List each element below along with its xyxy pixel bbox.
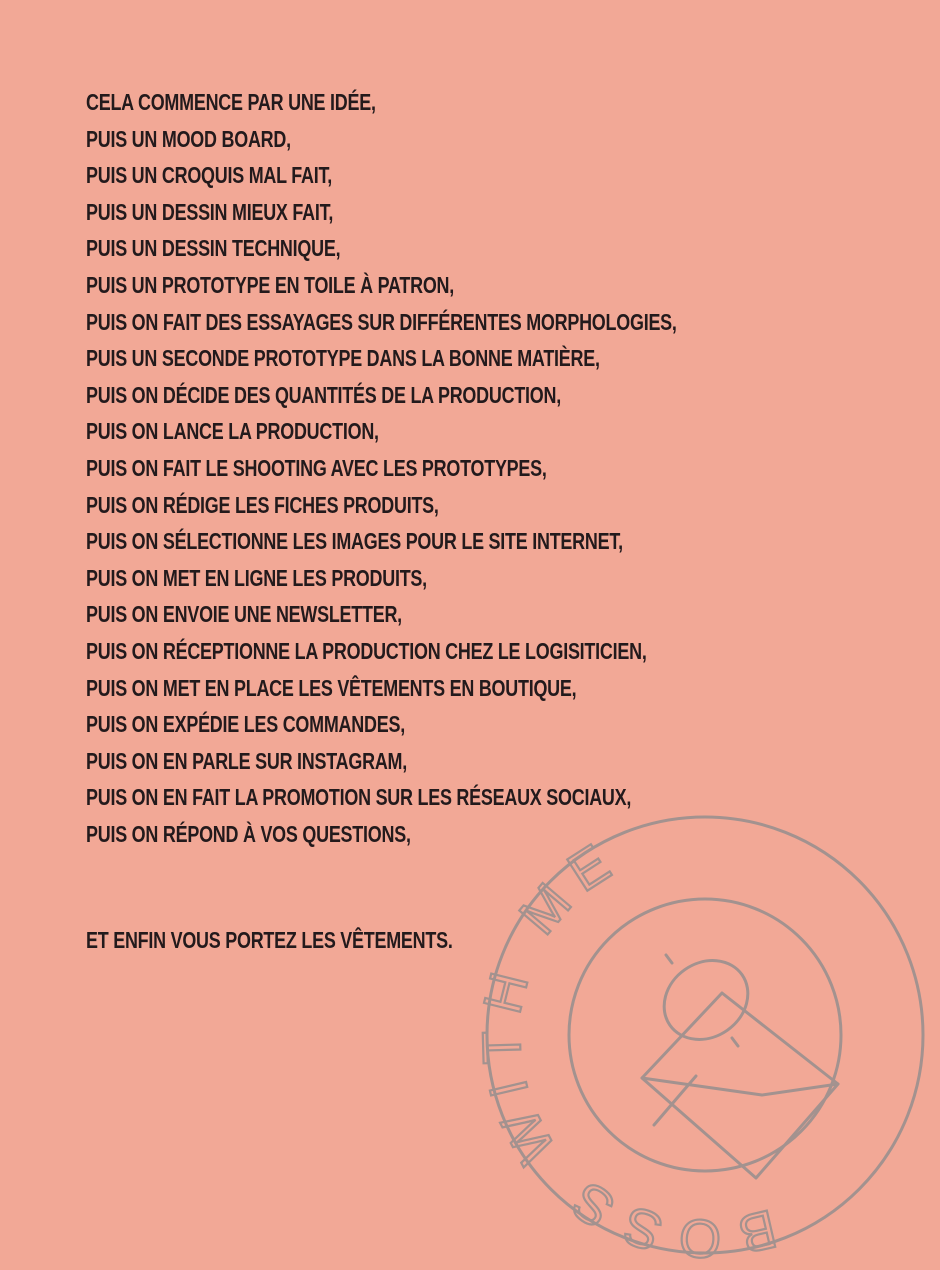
- brand-stamp: [470, 800, 940, 1270]
- text-line: PUIS UN DESSIN MIEUX FAIT,: [86, 198, 334, 225]
- text-line: PUIS UN MOOD BOARD,: [86, 125, 291, 152]
- stamp-inner-ring: [569, 899, 841, 1171]
- text-line: PUIS UN PROTOTYPE EN TOILE À PATRON,: [86, 271, 455, 298]
- text-line: PUIS ON RÉPOND À VOS QUESTIONS,: [86, 820, 411, 847]
- text-line: PUIS ON FAIT LE SHOOTING AVEC LES PROTOTYPES,: [86, 454, 547, 481]
- text-line: PUIS UN CROQUIS MAL FAIT,: [86, 162, 333, 189]
- text-line: CELA COMMENCE PAR UNE IDÉE,: [86, 89, 376, 115]
- text-line: PUIS ON EN PARLE SUR INSTAGRAM,: [86, 747, 408, 774]
- stamp-text: BOSS WITH ME: [471, 825, 783, 1270]
- process-text: [86, 84, 846, 852]
- text-line: PUIS ON RÉCEPTIONNE LA PRODUCTION CHEZ LE LOGISITICIEN,: [86, 637, 647, 664]
- text-line: PUIS ON RÉDIGE LES FICHES PRODUITS,: [86, 491, 439, 518]
- lemon-envelope-icon: [642, 944, 838, 1178]
- text-line: PUIS UN SECONDE PROTOTYPE DANS LA BONNE MATIÈRE,: [86, 345, 600, 372]
- text-line: PUIS ON FAIT DES ESSAYAGES SUR DIFFÉRENTES MORPHOLOGIES,: [86, 308, 677, 335]
- final-line: ET ENFIN VOUS PORTEZ LES VÊTEMENTS.: [86, 927, 453, 953]
- text-line: PUIS ON DÉCIDE DES QUANTITÉS DE LA PRODUCTION,: [86, 381, 561, 408]
- text-line: PUIS UN DESSIN TECHNIQUE,: [86, 235, 341, 262]
- text-line: PUIS ON MET EN PLACE LES VÊTEMENTS EN BOUTIQUE,: [86, 674, 577, 701]
- text-line: PUIS ON SÉLECTIONNE LES IMAGES POUR LE SITE INTERNET,: [86, 528, 623, 555]
- text-line: PUIS ON LANCE LA PRODUCTION,: [86, 418, 379, 445]
- text-line: PUIS ON MET EN LIGNE LES PRODUITS,: [86, 564, 427, 591]
- text-line: PUIS ON EXPÉDIE LES COMMANDES,: [86, 711, 405, 738]
- text-line: PUIS ON ENVOIE UNE NEWSLETTER,: [86, 601, 402, 628]
- text-line: PUIS ON EN FAIT LA PROMOTION SUR LES RÉSEAUX SOCIAUX,: [86, 784, 632, 811]
